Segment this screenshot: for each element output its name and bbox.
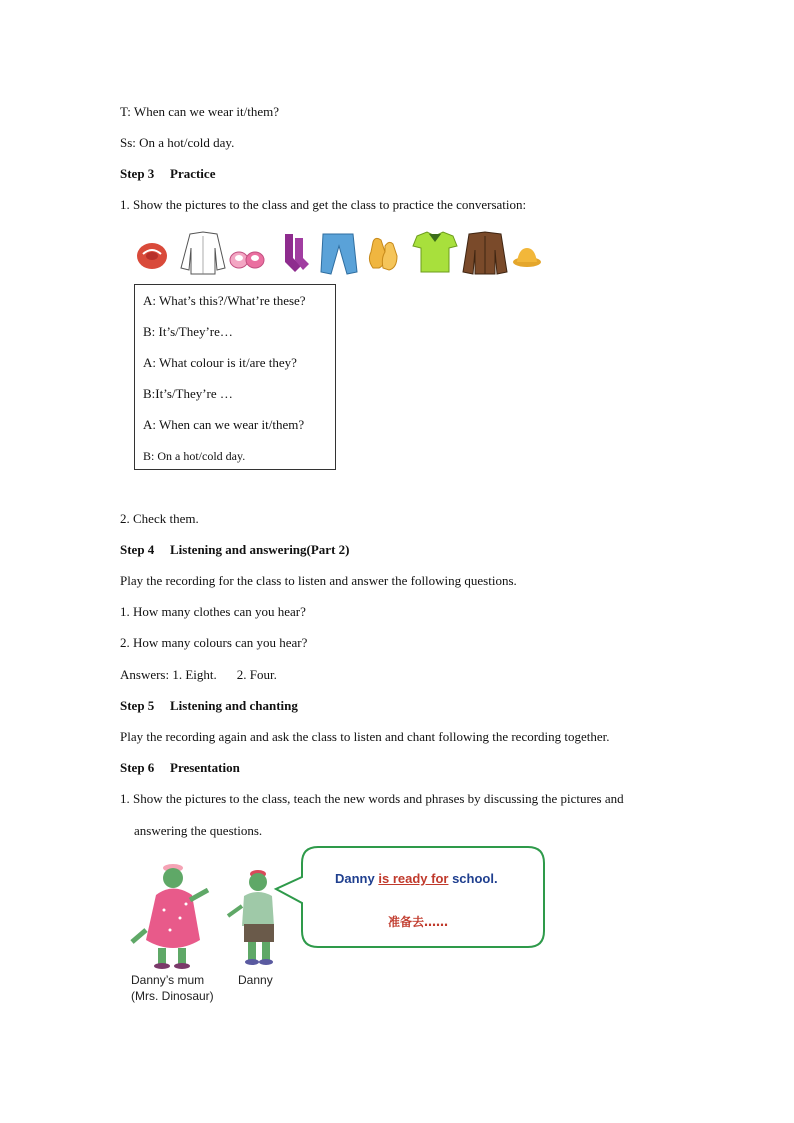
- bubble-word-school: school.: [452, 871, 498, 886]
- trousers-icon: [321, 234, 357, 274]
- step6-item1-line2: answering the questions.: [134, 823, 263, 838]
- step-title: Presentation: [170, 760, 240, 775]
- speech-bubble: [272, 845, 548, 951]
- bubble-highlight-phrase: is ready for: [378, 871, 449, 886]
- step4-desc: Play the recording for the class to listen and answer the following questions.: [120, 573, 517, 588]
- mrs-dinosaur-figure: [132, 864, 208, 969]
- answers-part-1: Answers: 1. Eight.: [120, 667, 217, 682]
- t-shirt-icon: [413, 232, 457, 272]
- step4-answers: [120, 667, 277, 683]
- danny-figure: [228, 870, 274, 965]
- conversation-line: B: On a hot/cold day.: [143, 449, 246, 463]
- step-title: Listening and answering(Part 2): [170, 542, 350, 557]
- answers-part-2: 2. Four.: [236, 667, 277, 682]
- conversation-line: B: It’s/They’re…: [143, 324, 233, 339]
- step5-heading: [120, 698, 298, 714]
- step-label: Step 5: [120, 698, 155, 713]
- gloves-icon: [369, 238, 397, 270]
- conversation-line: A: What colour is it/are they?: [143, 355, 297, 370]
- step4-question-1: 1. How many clothes can you hear?: [120, 604, 306, 619]
- conversation-line: A: When can we wear it/them?: [143, 417, 305, 432]
- conversation-line: A: What’s this?/What’re these?: [143, 293, 306, 308]
- step-label: Step 6: [120, 760, 155, 775]
- step3-item1: 1. Show the pictures to the class and get the class to practice the conversation:: [120, 197, 527, 212]
- shoes-icon: [230, 252, 264, 268]
- dinosaur-illustration: [128, 860, 288, 1010]
- step-label: Step 4: [120, 542, 155, 557]
- step4-heading: [120, 542, 349, 558]
- blouse-icon: [181, 232, 225, 274]
- danny-caption: Danny: [238, 973, 273, 987]
- conversation-line: B:It’s/They’re …: [143, 386, 233, 401]
- step-label: Step 3: [120, 166, 155, 181]
- bubble-sentence: [335, 871, 498, 886]
- bubble-chinese-gloss: 准备去……: [388, 915, 449, 929]
- clothes-strip: [135, 228, 545, 278]
- mum-caption-name: (Mrs. Dinosaur): [131, 989, 214, 1003]
- bubble-word-danny: Danny: [335, 871, 375, 886]
- conversation-box: [134, 284, 336, 470]
- step4-question-2: 2. How many colours can you hear?: [120, 635, 308, 650]
- coat-icon: [463, 232, 507, 274]
- step6-item1-line1: 1. Show the pictures to the class, teach the new words and phrases by discussing the pictures and: [120, 791, 624, 806]
- step-title: Listening and chanting: [170, 698, 298, 713]
- step3-item2: 2. Check them.: [120, 511, 199, 526]
- step-title: Practice: [170, 166, 216, 181]
- t-line: T: When can we wear it/them?: [120, 104, 280, 119]
- step3-heading: [120, 166, 215, 182]
- step6-heading: [120, 760, 240, 776]
- hat-icon: [137, 243, 167, 269]
- ss-line: Ss: On a hot/cold day.: [120, 135, 235, 150]
- step5-desc: Play the recording again and ask the class to listen and chant following the recording together.: [120, 729, 610, 744]
- socks-icon: [285, 234, 309, 272]
- mum-caption: Danny’s mum: [131, 973, 205, 987]
- cap-icon: [513, 248, 541, 267]
